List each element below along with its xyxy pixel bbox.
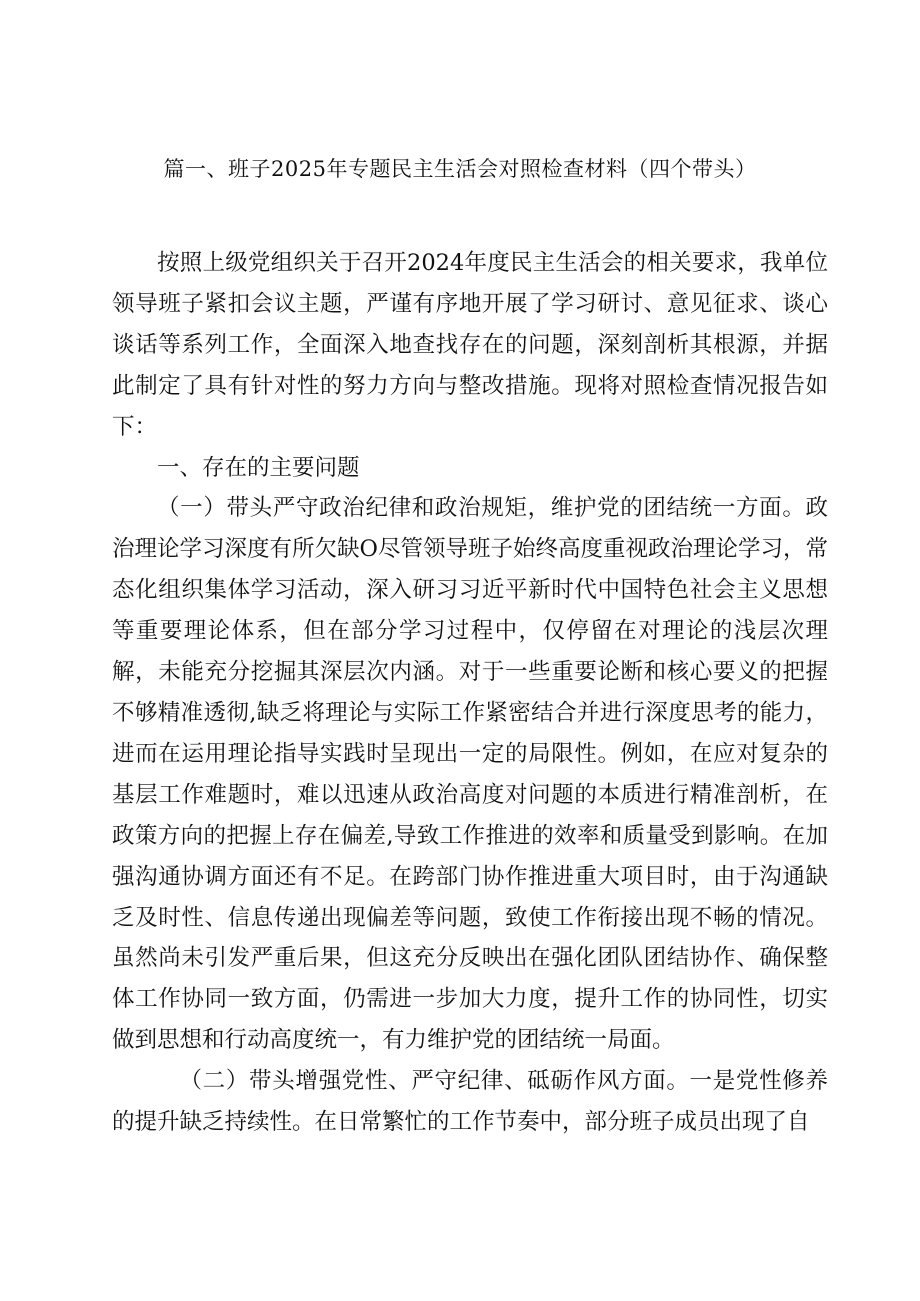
document-title: 篇一、班子2025年专题民主生活会对照检查材料（四个带头） (163, 157, 757, 181)
item-two-paragraph: （二）带头增强党性、严守纪律、砥砺作风方面。一是党性修养的提升缺乏持续性。在日常繁忙的工作节奏中，部分班子成员出现了自 (112, 1068, 828, 1136)
section-heading-problems: 一、存在的主要问题 (157, 454, 360, 481)
intro-paragraph: 按照上级党组织关于召开2024年度民主生活会的相关要求，我单位领导班子紧扣会议主题，严谨有序地开展了学习研讨、意见征求、谈心谈话等系列工作，全面深入地查找存在的问题，深刻剖析其根源，并据此制定了具有针对性的努力方向与整改措施。现将对照检查情况报告如下： (112, 250, 828, 440)
item-one-paragraph: （一）带头严守政治纪律和政治规矩，维护党的团结统一方面。政治理论学习深度有所欠缺O尽管领导班子始终高度重视政治理论学习，常态化组织集体学习活动，深入研习习近平新时代中国特色社会主义思想等重要理论体系，但在部分学习过程中，仅停留在对理论的浅层次理解，未能充分挖掘其深层次内涵。对于一些重要论断和核心要义的把握不够精准透彻,缺乏将理论与实际工作紧密结合并进行深度思考的能力，进而在运用理论指导实践时呈现出一定的局限性。例如，在应对复杂的基层工作难题时，难以迅速从政治高度对问题的本质进行精准剖析，在政策方向的把握上存在偏差,导致工作推进的效率和质量受到影响。在加强沟通协调方面还有不足。在跨部门协作推进重大项目时，由于沟通缺乏及时性、信息传递出现偏差等问题，致使工作衔接出现不畅的情况。虽然尚未引发严重后果，但这充分反映出在强化团队团结协作、确保整体工作协同一致方面，仍需进一步加大力度，提升工作的协同性，切实做到思想和行动高度统一，有力维护党的团结统一局面。 (112, 495, 828, 1054)
document-body (112, 243, 828, 1143)
